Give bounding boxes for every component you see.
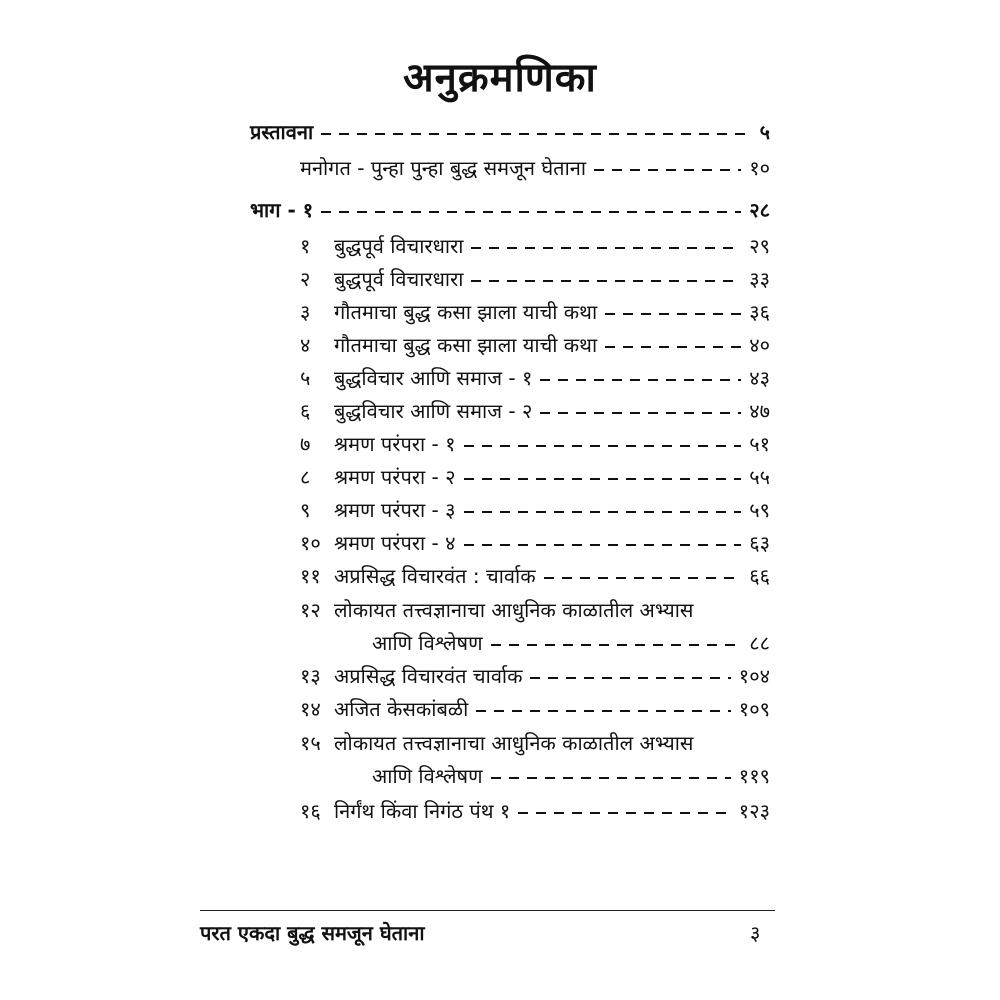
entry-label: लोकायत तत्त्वज्ञानाचा आधुनिक काळातील अभ्यास — [334, 598, 694, 622]
dotted-leader — [518, 812, 731, 814]
entry-page: १०४ — [738, 664, 770, 688]
toc-entry-preface — [250, 116, 770, 148]
entry-label: अप्रसिद्ध विचारवंत चार्वाक — [334, 664, 523, 688]
entry-label: श्रमण परंपरा - ४ — [334, 531, 456, 555]
entry-page: १० — [749, 156, 770, 180]
toc-entry-continuation — [372, 627, 770, 659]
entry-label: बुद्धविचार आणि समाज - २ — [334, 399, 533, 423]
dotted-leader — [540, 379, 741, 381]
entry-page: ४० — [749, 333, 770, 357]
toc-entry — [300, 395, 770, 427]
entry-number: १४ — [300, 697, 321, 721]
entry-label: बुद्धपूर्व विचारधारा — [334, 234, 464, 258]
entry-number: ३ — [300, 300, 311, 324]
dotted-leader — [321, 133, 751, 135]
entry-label: लोकायत तत्त्वज्ञानाचा आधुनिक काळातील अभ्यास — [334, 731, 694, 755]
toc-entry-manogat — [300, 152, 770, 184]
toc-entry — [300, 660, 770, 692]
dotted-leader — [476, 710, 731, 712]
toc-entry — [300, 693, 770, 725]
toc-entry — [300, 362, 770, 394]
toc-entry-part-1 — [250, 194, 770, 226]
entry-label: प्रस्तावना — [250, 120, 314, 144]
dotted-leader — [491, 777, 731, 779]
footer-book-title: परत एकदा बुद्ध समजून घेताना — [200, 921, 425, 945]
dotted-leader — [605, 346, 741, 348]
entry-page: ६६ — [749, 564, 770, 588]
entry-label: अप्रसिद्ध विचारवंत : चार्वाक — [334, 564, 536, 588]
entry-page: १०९ — [738, 697, 770, 721]
entry-number: १० — [300, 531, 321, 555]
dotted-leader — [321, 211, 741, 213]
toc-entry — [300, 494, 770, 526]
entry-label: भाग - १ — [250, 198, 314, 222]
dotted-leader — [464, 445, 742, 447]
toc-entry — [300, 461, 770, 493]
dotted-leader — [464, 544, 742, 546]
footer-divider — [200, 910, 775, 911]
entry-number: १६ — [300, 799, 321, 823]
toc-entry — [300, 428, 770, 460]
entry-label: बुद्धविचार आणि समाज - १ — [334, 366, 533, 390]
entry-number: ५ — [300, 366, 311, 390]
entry-label: आणि विश्लेषण — [372, 764, 483, 788]
footer-page-number: ३ — [750, 921, 761, 945]
entry-page: ३६ — [749, 300, 770, 324]
entry-label: अजित केसकांबळी — [334, 697, 469, 721]
entry-number: ८ — [300, 465, 311, 489]
dotted-leader — [491, 644, 742, 646]
entry-number: ६ — [300, 399, 311, 423]
toc-entry — [300, 727, 770, 759]
entry-page: ४७ — [749, 399, 770, 423]
entry-page: ८८ — [749, 631, 770, 655]
page-title: अनुक्रमणिका — [403, 55, 597, 101]
entry-page: १२३ — [738, 799, 770, 823]
entry-label: श्रमण परंपरा - ३ — [334, 498, 456, 522]
entry-number: ११ — [300, 564, 321, 588]
toc-entry — [300, 795, 770, 827]
entry-label: निर्गंथ किंवा निगंठ पंथ १ — [334, 799, 511, 823]
entry-page: २८ — [749, 198, 770, 222]
entry-label: गौतमाचा बुद्ध कसा झाला याची कथा — [334, 333, 598, 357]
entry-page: २९ — [749, 234, 770, 258]
entry-label: श्रमण परंपरा - २ — [334, 465, 456, 489]
dotted-leader — [464, 478, 742, 480]
entry-page: ५ — [759, 120, 770, 144]
toc-entry — [300, 560, 770, 592]
entry-page: ५९ — [749, 498, 770, 522]
entry-number: १५ — [300, 731, 321, 755]
toc-entry — [300, 527, 770, 559]
toc-entry-continuation — [372, 760, 770, 792]
entry-number: ७ — [300, 432, 311, 456]
entry-page: ३३ — [749, 267, 770, 291]
dotted-leader — [530, 677, 730, 679]
toc-entry — [300, 296, 770, 328]
entry-page: ५५ — [749, 465, 770, 489]
toc-entry — [300, 263, 770, 295]
entry-number: १ — [300, 234, 311, 258]
entry-label: आणि विश्लेषण — [372, 631, 483, 655]
toc-entry — [300, 594, 770, 626]
entry-label: श्रमण परंपरा - १ — [334, 432, 456, 456]
entry-label: बुद्धपूर्व विचारधारा — [334, 267, 464, 291]
dotted-leader — [471, 280, 741, 282]
toc-entry — [300, 329, 770, 361]
dotted-leader — [544, 577, 742, 579]
dotted-leader — [464, 511, 742, 513]
entry-page: ५१ — [749, 432, 770, 456]
dotted-leader — [594, 169, 741, 171]
entry-label: गौतमाचा बुद्ध कसा झाला याची कथा — [334, 300, 598, 324]
entry-number: ९ — [300, 498, 311, 522]
entry-page: ६३ — [749, 531, 770, 555]
entry-label: मनोगत - पुन्हा पुन्हा बुद्ध समजून घेताना — [300, 156, 587, 180]
entry-page: ४३ — [749, 366, 770, 390]
entry-number: १३ — [300, 664, 321, 688]
dotted-leader — [540, 412, 741, 414]
dotted-leader — [471, 247, 741, 249]
entry-number: १२ — [300, 598, 321, 622]
toc-entry — [300, 230, 770, 262]
entry-number: ४ — [300, 333, 311, 357]
entry-number: २ — [300, 267, 311, 291]
entry-page: ११९ — [738, 764, 770, 788]
dotted-leader — [605, 313, 741, 315]
